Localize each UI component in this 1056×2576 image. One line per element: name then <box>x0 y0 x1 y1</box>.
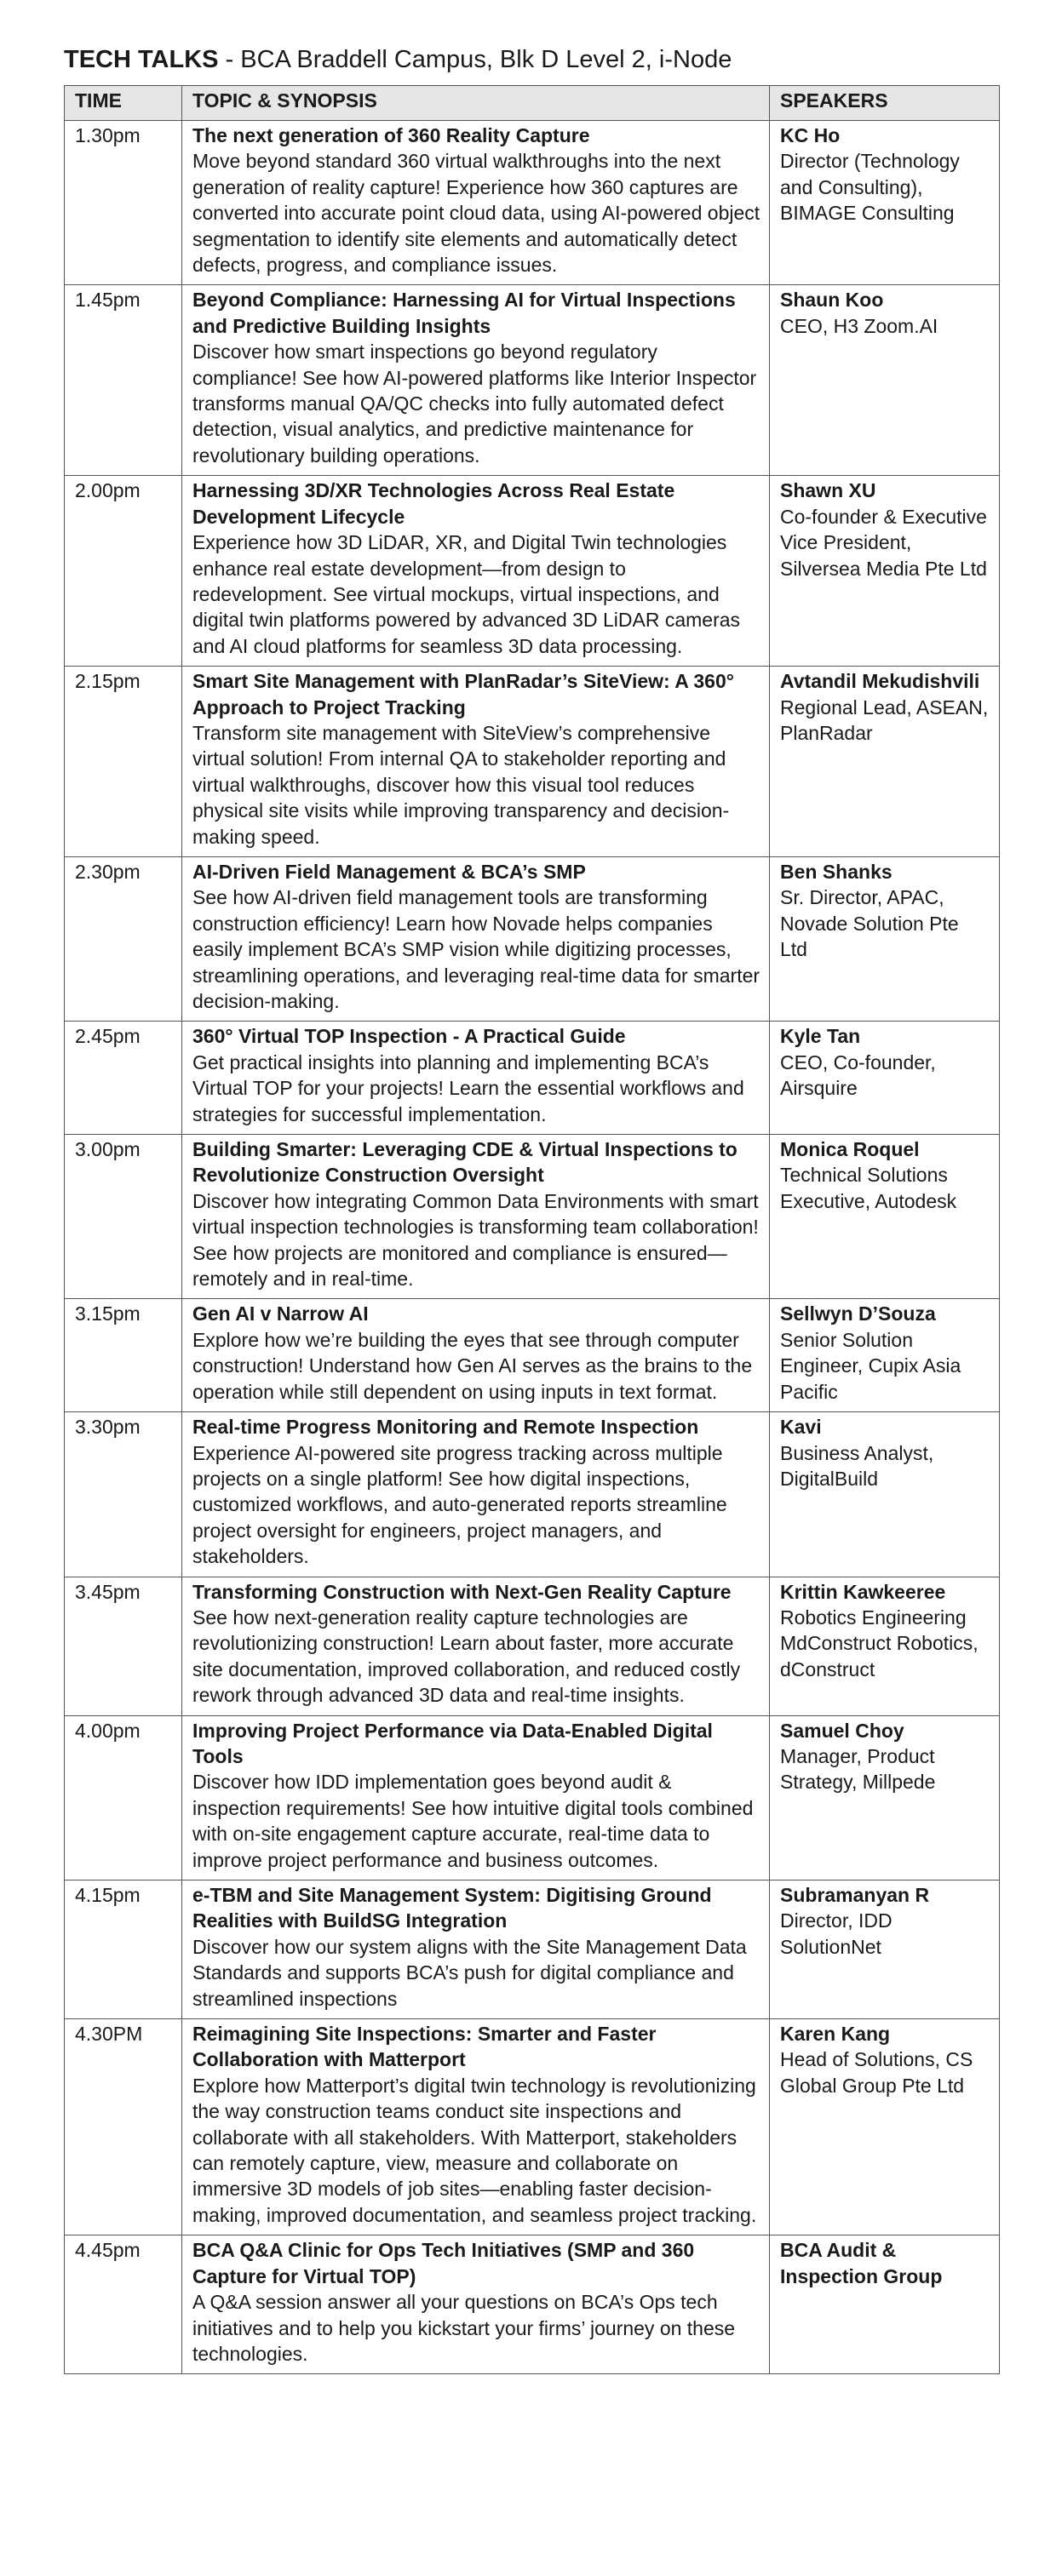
session-topic-cell <box>182 1135 770 1299</box>
speaker-role: Sr. Director, APAC, Novade Solution Pte Ltd <box>780 886 959 961</box>
column-header-topic: TOPIC & SYNOPSIS <box>182 86 770 121</box>
session-synopsis: See how AI-driven field management tools are transforming construction efficiency! Learn how Novade helps companies easily implement BCA’s SMP vision while digitizing processes, streamlining operations, and leveraging real-time data for smarter decision-making. <box>192 886 760 1012</box>
session-topic-cell <box>182 1022 770 1135</box>
session-time: 2.30pm <box>65 856 182 1021</box>
session-synopsis: Get practical insights into planning and implementing BCA’s Virtual TOP for your projects! Learn the essential workflows and strategies for successful implementation. <box>192 1050 744 1125</box>
speaker-role: Co-founder & Executive Vice President, Silversea Media Pte Ltd <box>780 505 987 580</box>
table-row <box>65 1135 1000 1299</box>
session-speaker-cell <box>770 1412 1000 1577</box>
session-speaker-cell <box>770 1135 1000 1299</box>
speaker-role: CEO, H3 Zoom.AI <box>780 314 938 337</box>
session-time: 1.45pm <box>65 285 182 476</box>
session-time: 4.45pm <box>65 2235 182 2374</box>
session-title: 360° Virtual TOP Inspection - A Practical Guide <box>192 1025 626 1048</box>
speaker-name: Sellwyn D’Souza <box>780 1302 936 1325</box>
session-synopsis: A Q&A session answer all your questions on BCA’s Ops tech initiatives and to help you kickstart your firms’ journey on these technologies. <box>192 2291 736 2365</box>
session-topic-cell <box>182 121 770 285</box>
session-time: 3.00pm <box>65 1135 182 1299</box>
session-synopsis: Discover how smart inspections go beyond regulatory compliance! See how AI-powered platforms like Interior Inspector transforms manual QA/QC checks into fully automated defect detection, visual analytics, and predictive maintenance for revolutionary building operations. <box>192 341 757 467</box>
session-speaker-cell <box>770 476 1000 667</box>
session-speaker-cell <box>770 856 1000 1021</box>
session-title: e-TBM and Site Management System: Digitising Ground Realities with BuildSG Integration <box>192 1884 712 1932</box>
session-topic-cell <box>182 856 770 1021</box>
session-title: Transforming Construction with Next-Gen Reality Capture <box>192 1580 732 1603</box>
session-time: 4.00pm <box>65 1715 182 1880</box>
speaker-name: Monica Roquel <box>780 1138 920 1161</box>
session-speaker-cell <box>770 2019 1000 2235</box>
speaker-role: Head of Solutions, CS Global Group Pte Ltd <box>780 2048 973 2097</box>
session-topic-cell <box>182 2019 770 2235</box>
session-speaker-cell <box>770 285 1000 476</box>
table-row <box>65 1022 1000 1135</box>
page-title <box>64 43 1056 77</box>
table-row <box>65 856 1000 1021</box>
speaker-role: Senior Solution Engineer, Cupix Asia Pacific <box>780 1328 961 1403</box>
session-time: 3.15pm <box>65 1299 182 1412</box>
session-topic-cell <box>182 2235 770 2374</box>
speaker-name: Subramanyan R <box>780 1884 930 1906</box>
session-synopsis: Explore how we’re building the eyes that see through computer construction! Understand how Gen AI serves as the brains to the operation while still dependent on using inputs in text format. <box>192 1328 753 1403</box>
session-synopsis: Explore how Matterport’s digital twin technology is revolutionizing the way construction teams conduct site inspections and collaborate with all stakeholders. With Matterport, stakeholders can remotely capture, view, measure and collaborate on immersive 3D models of job sites—enabling faster decision-making, improved documentation, and seamless project tracking. <box>192 2074 757 2226</box>
session-topic-cell <box>182 1880 770 2019</box>
speaker-role: Director (Technology and Consulting), BIMAGE Consulting <box>780 150 960 225</box>
speaker-role: Director, IDD SolutionNet <box>780 1909 892 1958</box>
session-synopsis: Transform site management with SiteView’s comprehensive virtual solution! From internal QA to stakeholder reporting and virtual walkthroughs, discover how this visual tool reduces physical site visits while improving transparency and decision-making speed. <box>192 721 730 848</box>
table-header-row <box>65 86 1000 121</box>
table-row <box>65 285 1000 476</box>
speaker-role: Regional Lead, ASEAN, PlanRadar <box>780 696 989 744</box>
speaker-name: BCA Audit & Inspection Group <box>780 2239 943 2287</box>
session-synopsis: Discover how IDD implementation goes beyond audit & inspection requirements! See how intuitive digital tools combined with on-site engagement capture accurate, real-time data to improve project performance and business outcomes. <box>192 1771 754 1871</box>
session-time: 3.45pm <box>65 1577 182 1715</box>
table-row <box>65 1715 1000 1880</box>
speaker-name: KC Ho <box>780 124 841 146</box>
page-title-venue: - BCA Braddell Campus, Blk D Level 2, i-Node <box>218 46 732 73</box>
session-title: AI-Driven Field Management & BCA’s SMP <box>192 860 586 883</box>
session-time: 2.15pm <box>65 667 182 857</box>
schedule-table <box>64 85 1000 2374</box>
session-topic-cell <box>182 1299 770 1412</box>
session-synopsis: Experience AI-powered site progress tracking across multiple projects on a single platform! See how digital inspections, customized workflows, and auto-generated reports streamline project oversight for engineers, project managers, and stakeholders. <box>192 1441 727 1568</box>
session-synopsis: Move beyond standard 360 virtual walkthroughs into the next generation of reality capture! Experience how 360 captures are converted into accurate point cloud data, using AI-powered object segmentation to identify site elements and automatically detect defects, progress, and compliance issues. <box>192 150 760 277</box>
session-time: 2.45pm <box>65 1022 182 1135</box>
table-row <box>65 121 1000 285</box>
session-title: Beyond Compliance: Harnessing AI for Virtual Inspections and Predictive Building Insights <box>192 289 736 337</box>
session-speaker-cell <box>770 1577 1000 1715</box>
schedule-rows <box>65 121 1000 2374</box>
session-synopsis: Discover how our system aligns with the Site Management Data Standards and supports BCA’s push for digital compliance and streamlined inspections <box>192 1935 747 2010</box>
session-topic-cell <box>182 476 770 667</box>
table-row <box>65 667 1000 857</box>
speaker-role: CEO, Co-founder, Airsquire <box>780 1050 936 1100</box>
speaker-name: Kyle Tan <box>780 1025 861 1048</box>
session-title: Smart Site Management with PlanRadar’s SiteView: A 360° Approach to Project Tracking <box>192 670 734 718</box>
session-speaker-cell <box>770 667 1000 857</box>
table-row <box>65 1299 1000 1412</box>
table-row <box>65 1412 1000 1577</box>
speaker-role: Robotics Engineering MdConstruct Robotics, dConstruct <box>780 1606 979 1680</box>
column-header-speakers: SPEAKERS <box>770 86 1000 121</box>
table-row <box>65 2019 1000 2235</box>
speaker-name: Krittin Kawkeeree <box>780 1580 946 1603</box>
speaker-role: Business Analyst, DigitalBuild <box>780 1441 934 1490</box>
speaker-role: Manager, Product Strategy, Millpede <box>780 1744 936 1794</box>
session-title: The next generation of 360 Reality Capture <box>192 124 590 146</box>
session-synopsis: Discover how integrating Common Data Environments with smart virtual inspection technologies is transforming team collaboration! See how projects are monitored and compliance is ensured—remotely and in real-time. <box>192 1189 759 1291</box>
session-speaker-cell <box>770 1880 1000 2019</box>
session-title: Gen AI v Narrow AI <box>192 1302 369 1325</box>
session-topic-cell <box>182 1715 770 1880</box>
column-header-time: TIME <box>65 86 182 121</box>
speaker-role: Technical Solutions Executive, Autodesk <box>780 1164 957 1212</box>
table-row <box>65 1880 1000 2019</box>
session-speaker-cell <box>770 1022 1000 1135</box>
session-time: 1.30pm <box>65 121 182 285</box>
session-time: 4.15pm <box>65 1880 182 2019</box>
session-title: Real-time Progress Monitoring and Remote Inspection <box>192 1416 699 1439</box>
session-speaker-cell <box>770 1715 1000 1880</box>
session-speaker-cell <box>770 1299 1000 1412</box>
session-time: 3.30pm <box>65 1412 182 1577</box>
speaker-name: Kavi <box>780 1416 822 1439</box>
session-topic-cell <box>182 285 770 476</box>
session-title: Building Smarter: Leveraging CDE & Virtual Inspections to Revolutionize Construction Oversight <box>192 1138 737 1187</box>
speaker-name: Avtandil Mekudishvili <box>780 670 980 693</box>
session-title: Harnessing 3D/XR Technologies Across Real Estate Development Lifecycle <box>192 479 675 528</box>
table-row <box>65 2235 1000 2374</box>
session-topic-cell <box>182 1412 770 1577</box>
speaker-name: Samuel Choy <box>780 1719 904 1742</box>
session-topic-cell <box>182 667 770 857</box>
speaker-name: Shaun Koo <box>780 289 884 312</box>
table-row <box>65 476 1000 667</box>
speaker-name: Shawn XU <box>780 479 876 502</box>
session-speaker-cell <box>770 121 1000 285</box>
session-time: 2.00pm <box>65 476 182 667</box>
table-row <box>65 1577 1000 1715</box>
session-title: Improving Project Performance via Data-Enabled Digital Tools <box>192 1719 713 1767</box>
session-topic-cell <box>182 1577 770 1715</box>
page-title-bold: TECH TALKS <box>64 46 219 73</box>
session-title: BCA Q&A Clinic for Ops Tech Initiatives (SMP and 360 Capture for Virtual TOP) <box>192 2239 695 2287</box>
session-speaker-cell <box>770 2235 1000 2374</box>
session-synopsis: See how next-generation reality capture technologies are revolutionizing construction! Learn about faster, more accurate site documentation, improved collaboration, and reduced costly rework through advanced 3D data and real-time insights. <box>192 1606 741 1707</box>
session-title: Reimagining Site Inspections: Smarter and Faster Collaboration with Matterport <box>192 2023 657 2071</box>
speaker-name: Karen Kang <box>780 2023 891 2046</box>
session-time: 4.30PM <box>65 2019 182 2235</box>
speaker-name: Ben Shanks <box>780 860 892 883</box>
session-synopsis: Experience how 3D LiDAR, XR, and Digital Twin technologies enhance real estate development—from design to redevelopment. See virtual mockups, virtual inspections, and digital twin platforms powered by advanced 3D LiDAR cameras and AI cloud platforms for seamless 3D data processing. <box>192 531 741 657</box>
